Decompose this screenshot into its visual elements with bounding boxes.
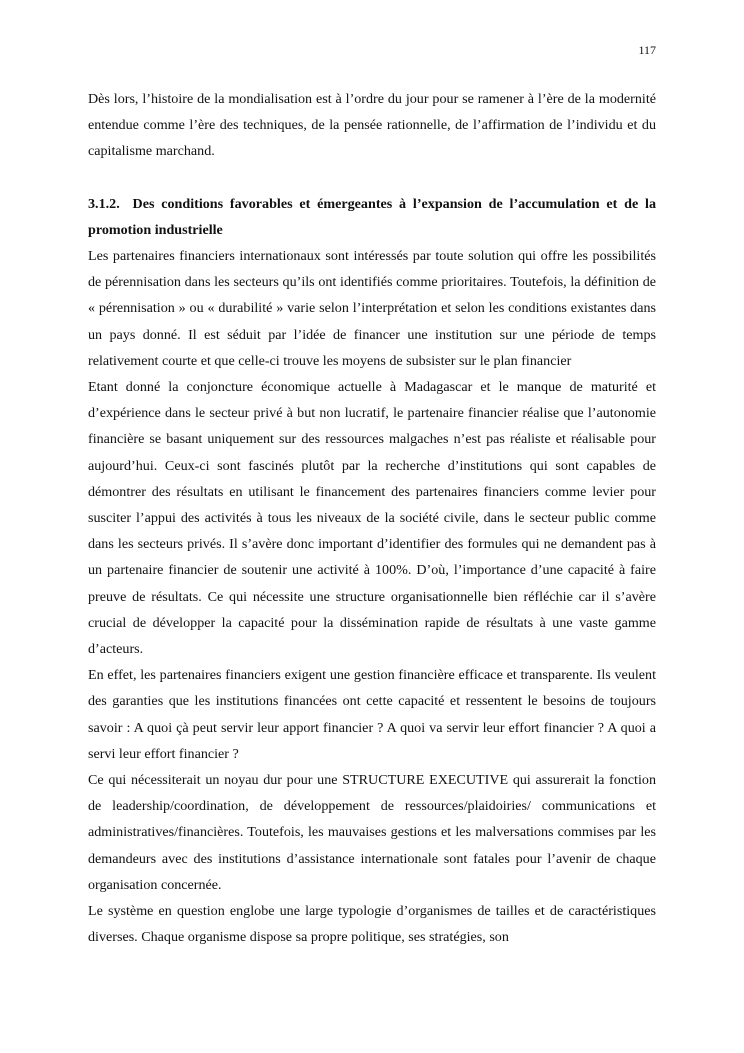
- section-title: Des conditions favorables et émergeantes à l’expansion de l’accumulation et de la promotion industrielle: [88, 195, 656, 238]
- document-body: [88, 86, 656, 951]
- paragraph-spacer: [88, 165, 656, 191]
- body-paragraph-3: En effet, les partenaires financiers exigent une gestion financière efficace et transparente. Ils veulent des garanties que les institutions financées ont cette capacité et ressentent le besoins de toujours savoir : A quoi çà peut servir leur apport financier ? A quoi va servir leur effort financier ? A quoi a servi leur effort financier ?: [88, 667, 656, 762]
- section-number: 3.1.2.: [88, 195, 120, 212]
- body-paragraph-2: Etant donné la conjoncture économique actuelle à Madagascar et le manque de maturité et d’expérience dans le secteur privé à but non lucratif, le partenaire financier réalise que l’autonomie financière se basant uniquement sur des ressources malgaches n’est pas réaliste et réalisable pour aujourd’hui. Ceux-ci sont fascinés plutôt par la recherche d’institutions qui sont capables de démontrer des résultats en utilisant le financement des partenaires financiers comme levier pour susciter l’appui des activités à tous les niveaux de la société civile, dans le secteur public comme dans les secteurs privés. Il s’avère donc important d’identifier des formules qui ne demandent pas à un partenaire financier de soutenir une activité à 100%. D’où, l’importance d’une capacité à faire preuve de résultats. Ce qui nécessite une structure organisationnelle bien réfléchie car il s’avère crucial de développer la capacité pour la dissémination rapide de résultats à une vaste gamme d’acteurs.: [88, 379, 656, 658]
- body-paragraph-4: Ce qui nécessiterait un noyau dur pour une STRUCTURE EXECUTIVE qui assurerait la fonction de leadership/coordination, de développement de ressources/plaidoiries/ communications et administratives/financières. Toutefois, les mauvaises gestions et les malversations commises par les demandeurs avec des institutions d’assistance internationale sont fatales pour l’avenir de chaque organisation concernée.: [88, 772, 656, 893]
- body-paragraph-1: Les partenaires financiers internationaux sont intéressés par toute solution qui offre les possibilités de pérennisation dans les secteurs qu’ils ont identifiés comme prioritaires. Toutefois, la définition de « pérennisation » ou « durabilité » varie selon l’interprétation et selon les conditions existantes dans un pays donné. Il est séduit par l’idée de financer une institution sur une période de temps relativement courte et que celle-ci trouve les moyens de subsister sur le plan financier: [88, 248, 656, 369]
- section-heading: [88, 191, 656, 243]
- page-number: 117: [638, 43, 656, 57]
- body-paragraph-5: Le système en question englobe une large typologie d’organismes de tailles et de caractéristiques diverses. Chaque organisme dispose sa propre politique, ses stratégies, son: [88, 903, 656, 946]
- intro-paragraph: Dès lors, l’histoire de la mondialisation est à l’ordre du jour pour se ramener à l’ère de la modernité entendue comme l’ère des techniques, de la pensée rationnelle, de l’affirmation de l’individu et du capitalisme marchand.: [88, 91, 656, 160]
